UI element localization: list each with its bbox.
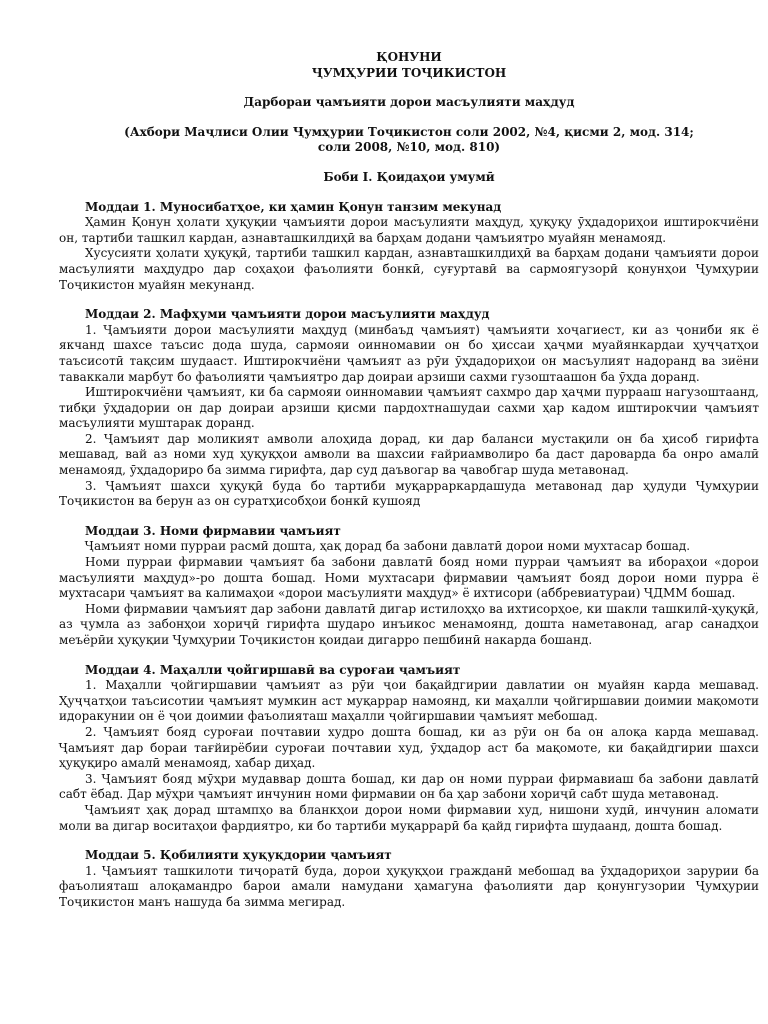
article-heading: Моддаи 4. Маҳалли ҷойгиршавӣ ва суроғаи ҷамъият [85,662,461,677]
paragraph: 2. Ҷамъият дар моликият амволи алоҳида дорад, ки дар баланси мустақили он ба ҳисоб гирифта мешавад, вай аз номи худ ҳуқуқҳои амволи ва шахсии ғайриамволиро ба даст дароварда ба онро амалӣ менамояд, ӯҳдадориро ба зимма гирифта, дар суд даъвогар ва ҷавобгар шуда метавонад. [59,431,759,478]
source-line-1: (Ахбори Маҷлиси Олии Ҷумҳурии Тоҷикистон соли 2002, №4, қисми 2, мод. 314; [124,124,694,139]
paragraph: Номи пурраи фирмавии ҷамъият ба забони давлатӣ бояд номи пурраи ҷамъият ва ибораҳои «дорои масъулияти маҳдуд»-ро дошта бошад. Номи мухтасари фирмавии ҷамъият бояд дорои номи пурра ё мухтасари ҷамъият ва калимаҳои «дорои масъулияти маҳдуд» ё ихтисори (аббревиатураи) ҶДММ бошад. [59,555,759,601]
article-heading: Моддаи 5. Қобилияти ҳуқуқдории ҷамъият [85,848,392,863]
article-2 [59,307,759,510]
article-5 [59,848,759,910]
article-heading: Моддаи 2. Мафҳуми ҷамъияти дорои масъулияти маҳдуд [85,307,490,322]
paragraph: Хусусияти ҳолати ҳуқуқӣ, тартиби ташкил кардан, азнавташкилдиҳӣ ва барҳам додани ҷамъияти дорои масъулияти маҳдудро дар соҳаҳои фаъолияти бонкӣ, суғуртавӣ ва сармоягузорӣ қонунҳои Ҷумҳурии Тоҷикистон муайян мекунанд. [59,246,759,292]
paragraph: 3. Ҷамъият шахси ҳуқуқӣ буда бо тартиби муқарраркардашуда метавонад дар ҳудуди Ҷумҳурии Тоҷикистон ва берун аз он суратҳисобҳои бонкӣ кушояд [59,478,759,509]
paragraph: 1. Ҷамъият ташкилоти тиҷоратӣ буда, дорои ҳуқуқҳои гражданӣ мебошад ва ӯҳдадориҳои зарурии ба фаъолияташ алоқамандро барои амали намудани ҳамагуна фаъолияти дар қонунгузории Ҷумҳурии Тоҷикистон манъ нашуда ба зимма мегирад. [59,863,759,909]
article-1 [59,200,759,294]
document-page [59,50,759,911]
paragraph: Ҷамъият ҳақ дорад штампҳо ва бланкҳои дорои номи фирмавии худ, нишони худӣ, инчунин аломати моли ва дигар воситаҳои фардиятро, ки бо тартиби муқаррарӣ ба қайд гирифта шудаанд, дошта бошад. [59,802,759,833]
article-4 [59,663,759,835]
paragraph: 1. Ҷамъияти дорои масъулияти маҳдуд (минбаъд ҷамъият) ҷамъияти хоҷагиест, ки аз ҷониби як ё якчанд шахсе таъсис дода шуда, сармояи оинномавии он бо ҳиссаи ҳаҷми муайянкардаи ҳуҷҷатҳои таъсисотӣ тақсим шудааст. Иштирокчиёни ҷамъият аз рӯи ӯҳдадориҳои он масъулият надоранд ва зиёни таваккали марбут бо фаъолияти ҷамъиятро дар доираи арзиши сахми гузоштаашон ба ӯҳда доранд. [59,322,759,384]
paragraph: Номи фирмавии ҷамъият дар забони давлатӣ дигар истилоҳҳо ва ихтисорҳое, ки шакли ташкилӣ-ҳуқуқӣ, аз ҷумла аз забонҳои хориҷӣ гирифта шударо инъикос менамоянд, дошта наметавонад, агар санадҳои меъёрӣи ҳуқуқии Ҷумҳурии Тоҷикистон қоидаи дигарро пешбинӣ накарда бошанд. [59,601,759,647]
article-heading: Моддаи 1. Муносибатҳое, ки ҳамин Қонун танзим мекунад [85,199,502,214]
law-label: ҚОНУНИ [376,50,442,64]
law-title: Дарбораи ҷамъияти дорои масъулияти маҳдуд [243,95,575,110]
paragraph: Иштирокчиёни ҷамъият, ки ба сармояи оинномавии ҷамъият сахмро дар ҳаҷми пуррааш нагузоштаанд, тибқи ӯҳдадории он дар доираи арзиши қисми пардохтнашудаи сахми ҳар кадом иштирокчии ҷамъият масъулияти муштарак доранд. [59,385,759,431]
chapter-title: Боби I. Қоидаҳои умумӣ [323,169,495,184]
paragraph: 3. Ҷамъият бояд мӯҳри мудаввар дошта бошад, ки дар он номи пурраи фирмавиаш ба забони давлатӣ сабт ёбад. Дар мӯҳри ҷамъият инчунин номи фирмавии он ба ҳар забони хориҷӣ сабт шуда метавонад. [59,771,759,802]
article-3 [59,524,759,649]
paragraph: 1. Маҳалли ҷойгиршавии ҷамъият аз рӯи ҷои бақайдгирии давлатии он муайян карда мешавад. Ҳуҷҷатҳои таъсисотии ҷамъият мумкин аст муқаррар намоянд, ки маҳалли ҷойгиршавии доимии мақомоти идоракунии он ё ҷои доимии фаъолияташ маҳалли ҷойгиршавии ҷамъият мебошад. [59,678,759,724]
republic-label: ҶУМҲУРИИ ТОҶИКИСТОН [311,65,507,80]
paragraph: Ҷамъият номи пурраи расмӣ дошта, ҳақ дорад ба забони давлатӣ дорои номи мухтасар бошад. [85,539,691,554]
source-line-2: соли 2008, №10, мод. 810) [317,140,501,155]
paragraph: 2. Ҷамъият бояд суроғаи почтавии худро дошта бошад, ки аз рӯи он ба он алоқа карда мешавад. Ҷамъият дар бораи тағйирёбии суроғаи почтавии худ, ӯҳдадор аст ба мақомоте, ки бақайдгирии шахси ҳуқуқиро амалӣ менамояд, хабар диҳад. [59,724,759,771]
article-heading: Моддаи 3. Номи фирмавии ҷамъият [85,523,341,538]
paragraph: Ҳамин Қонун ҳолати ҳуқуқии ҷамъияти дорои масъулияти маҳдуд, ҳуқуқу ӯҳдадориҳои иштирокчиёни он, тартиби ташкил кардан, азнавташкилдиҳӣ ва барҳам додани ҷамъиятро муайян менамояд. [59,215,759,245]
